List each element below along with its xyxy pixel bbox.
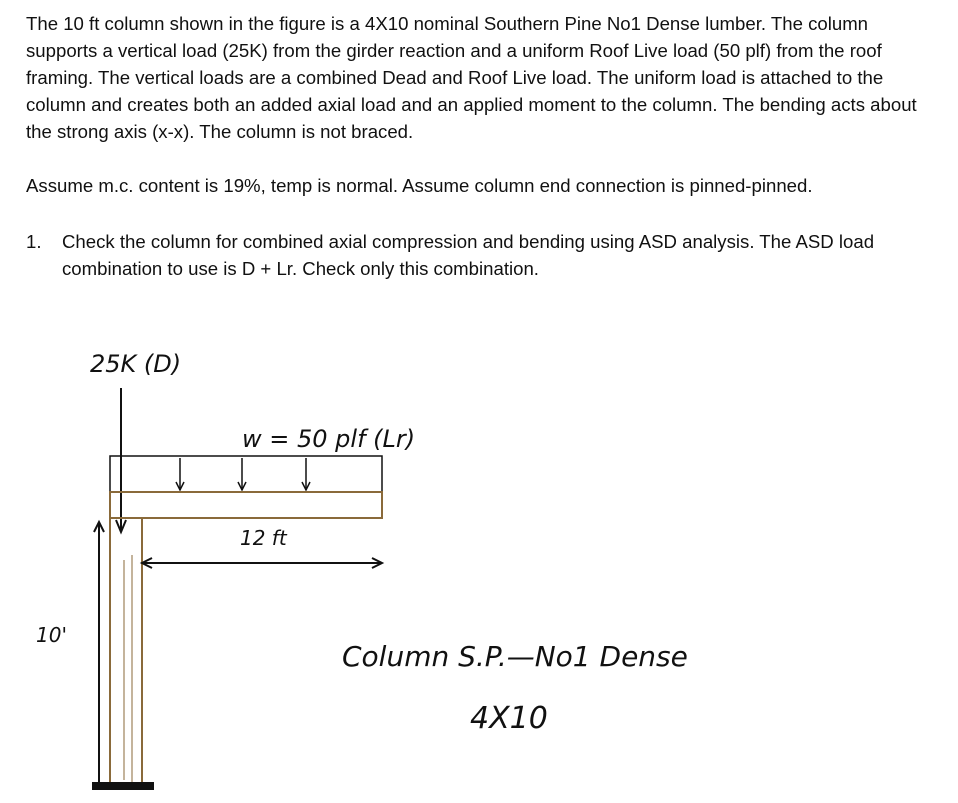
column-member (110, 492, 142, 790)
problem-statement: The 10 ft column shown in the figure is a 4X10 nominal Southern Pine No1 Dense lumber. The column supports a vertical load (25K) from the girder reaction and a uniform Roof Live load (50 plf) from the roof framing. The vertical loads are a combined Dead and Roof Live load. The uniform load is attached to the column and creates both an added axial load and an applied moment to the column. The bending acts about the strong axis (x-x). The column is not braced. (26, 13, 917, 142)
span-label: 12 ft (240, 526, 287, 550)
column-description: Column S.P.—No1 Dense (342, 640, 688, 673)
column-size: 4X10 (470, 701, 548, 736)
height-dimension (94, 522, 104, 790)
question-number: 1. (26, 231, 42, 252)
roof-beam (110, 492, 382, 518)
question-text: Check the column for combined axial compression and bending using ASD analysis. The ASD load combination to use is D + Lr. Check only this combination. (62, 231, 875, 279)
span-dimension (142, 558, 382, 568)
uniform-load-diagram (110, 456, 382, 492)
height-label: 10' (36, 623, 67, 647)
assumptions: Assume m.c. content is 19%, temp is normal. Assume column end connection is pinned-pinned. (26, 175, 813, 196)
point-load-arrow (116, 388, 126, 532)
column-base (92, 782, 154, 790)
uniform-load-label: w = 50 plf (Lr) (242, 425, 416, 453)
point-load-label: 25K (D) (90, 350, 182, 378)
